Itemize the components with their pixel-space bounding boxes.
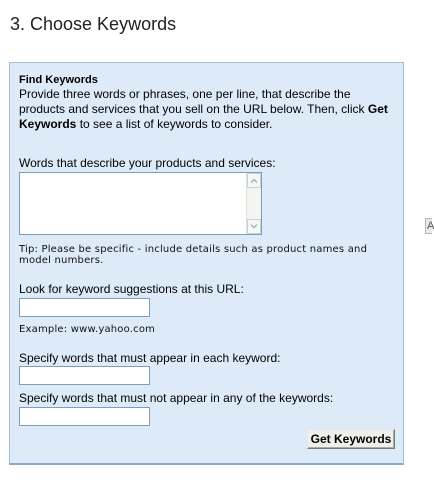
find-keywords-panel [9, 62, 404, 465]
include-words-input[interactable] [19, 366, 150, 385]
chevron-down-icon [250, 224, 258, 229]
exclude-words-label: Specify words that must not appear in any of the keywords: [19, 391, 334, 405]
scroll-up-button[interactable] [247, 173, 261, 188]
describe-textarea-box [19, 172, 262, 235]
describe-label: Words that describe your products and services: [19, 156, 276, 170]
page-title: 3. Choose Keywords [10, 14, 177, 34]
describe-textarea[interactable] [20, 173, 246, 234]
include-words-label: Specify words that must appear in each keyword: [19, 351, 281, 365]
panel-heading: Find Keywords [19, 74, 98, 86]
chevron-up-icon [250, 178, 258, 183]
scroll-down-button[interactable] [247, 219, 261, 234]
find-keywords-form [19, 72, 394, 405]
intro-text-bold: Get Keywords [19, 102, 388, 131]
intro-text-start: Provide three words or phrases, one per line, that describe the products and services that you sell on the URL below. Then, click [19, 87, 368, 116]
url-input[interactable] [19, 298, 150, 317]
url-label: Look for keyword suggestions at this URL: [19, 282, 244, 296]
describe-tip: Tip: Please be specific - include details such as product names and model numbers. [19, 244, 368, 266]
url-example: Example: www.yahoo.com [19, 324, 156, 335]
describe-scrollbar[interactable] [246, 173, 261, 234]
edge-tab-button[interactable]: A [427, 220, 434, 232]
get-keywords-button[interactable]: Get Keywords [307, 429, 395, 449]
intro-text-end: to see a list of keywords to consider. [76, 117, 273, 131]
exclude-words-input[interactable] [19, 407, 150, 426]
panel-intro [19, 87, 394, 132]
